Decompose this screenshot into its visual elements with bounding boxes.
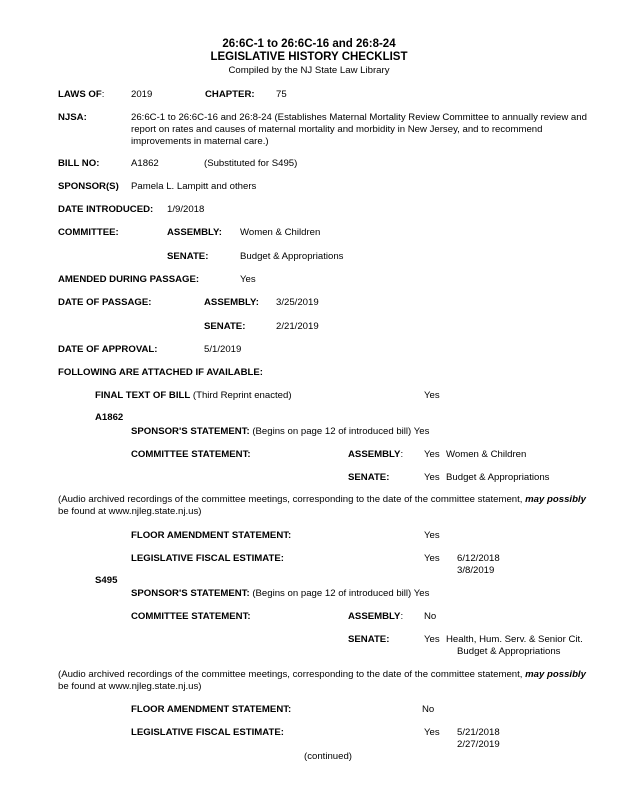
a1862-committee-statement-label: COMMITTEE STATEMENT: xyxy=(131,449,251,460)
a1862-senate-value: Yes xyxy=(424,472,440,483)
committee-assembly-label: ASSEMBLY: xyxy=(167,227,222,238)
continued-note: (continued) xyxy=(304,751,352,762)
s495-fiscal-date-1: 5/21/2018 xyxy=(457,727,500,738)
committee-label: COMMITTEE: xyxy=(58,227,119,238)
s495-fiscal-date-2: 2/27/2019 xyxy=(457,739,500,750)
s495-senate-committee-2: Budget & Appropriations xyxy=(457,646,561,657)
s495-floor-label: FLOOR AMENDMENT STATEMENT: xyxy=(131,704,292,715)
sponsor-label: SPONSOR(S) xyxy=(58,181,119,192)
s495-senate-value: Yes xyxy=(424,634,440,645)
amended-label: AMENDED DURING PASSAGE: xyxy=(58,274,200,285)
laws-of-label: LAWS OF: xyxy=(58,89,105,100)
s495-bill-label: S495 xyxy=(95,575,118,586)
s495-audio-note-line1: (Audio archived recordings of the committee meetings, corresponding to the date of the committee statement, may possibly xyxy=(58,669,586,680)
amended-value: Yes xyxy=(240,274,256,285)
a1862-assembly-value: Yes xyxy=(424,449,440,460)
a1862-assembly-label: ASSEMBLY: xyxy=(348,449,404,460)
compiled-by: Compiled by the NJ State Law Library xyxy=(228,65,390,76)
date-of-approval-label: DATE OF APPROVAL: xyxy=(58,344,158,355)
a1862-sponsor-statement: SPONSOR'S STATEMENT: (Begins on page 12 of introduced bill) Yes xyxy=(131,426,430,437)
s495-sponsor-statement: SPONSOR'S STATEMENT: (Begins on page 12 of introduced bill) Yes xyxy=(131,588,430,599)
a1862-fiscal-value: Yes xyxy=(424,553,440,564)
committee-senate-value: Budget & Appropriations xyxy=(240,251,344,262)
a1862-audio-note-line2: be found at www.njleg.state.nj.us) xyxy=(58,506,202,517)
s495-audio-note-line2: be found at www.njleg.state.nj.us) xyxy=(58,681,202,692)
passage-senate-value: 2/21/2019 xyxy=(276,321,319,332)
njsa-label: NJSA: xyxy=(58,112,87,123)
s495-floor-value: No xyxy=(422,704,435,715)
passage-assembly-value: 3/25/2019 xyxy=(276,297,319,308)
date-of-passage-label: DATE OF PASSAGE: xyxy=(58,297,152,308)
a1862-fiscal-label: LEGISLATIVE FISCAL ESTIMATE: xyxy=(131,553,284,564)
a1862-audio-note-line1: (Audio archived recordings of the committee meetings, corresponding to the date of the committee statement, may possibly xyxy=(58,494,586,505)
date-of-approval-value: 5/1/2019 xyxy=(204,344,242,355)
passage-senate-label: SENATE: xyxy=(204,321,246,332)
a1862-floor-label: FLOOR AMENDMENT STATEMENT: xyxy=(131,530,292,541)
attached-heading: FOLLOWING ARE ATTACHED IF AVAILABLE: xyxy=(58,367,263,378)
njsa-line-2: report on rates and causes of maternal mortality and morbidity in New Jersey, and to recommend xyxy=(131,124,543,135)
s495-fiscal-value: Yes xyxy=(424,727,440,738)
bill-no-note: (Substituted for S495) xyxy=(204,158,298,169)
a1862-floor-value: Yes xyxy=(424,530,440,541)
sponsor-value: Pamela L. Lampitt and others xyxy=(131,181,257,192)
committee-senate-label: SENATE: xyxy=(167,251,209,262)
s495-senate-committee-1: Health, Hum. Serv. & Senior Cit. xyxy=(446,634,583,645)
a1862-fiscal-date-1: 6/12/2018 xyxy=(457,553,500,564)
bill-no-label: BILL NO: xyxy=(58,158,100,169)
njsa-line-1: 26:6C-1 to 26:6C-16 and 26:8-24 (Establishes Maternal Mortality Review Committee to annually review and xyxy=(131,112,587,123)
date-introduced-value: 1/9/2018 xyxy=(167,204,205,215)
s495-assembly-label: ASSEMBLY: xyxy=(348,611,404,622)
bill-no-value: A1862 xyxy=(131,158,159,169)
s495-assembly-value: No xyxy=(424,611,437,622)
a1862-senate-committee: Budget & Appropriations xyxy=(446,472,550,483)
s495-fiscal-label: LEGISLATIVE FISCAL ESTIMATE: xyxy=(131,727,284,738)
s495-senate-label: SENATE: xyxy=(348,634,390,645)
a1862-fiscal-date-2: 3/8/2019 xyxy=(457,565,495,576)
laws-of-value: 2019 xyxy=(131,89,153,100)
committee-assembly-value: Women & Children xyxy=(240,227,321,238)
chapter-value: 75 xyxy=(276,89,287,100)
a1862-assembly-committee: Women & Children xyxy=(446,449,527,460)
final-text-value: Yes xyxy=(424,390,440,401)
s495-committee-statement-label: COMMITTEE STATEMENT: xyxy=(131,611,251,622)
a1862-senate-label: SENATE: xyxy=(348,472,390,483)
final-text-row: FINAL TEXT OF BILL (Third Reprint enacted) xyxy=(95,390,292,401)
passage-assembly-label: ASSEMBLY: xyxy=(204,297,259,308)
page-subtitle: LEGISLATIVE HISTORY CHECKLIST xyxy=(210,51,408,63)
a1862-bill-label: A1862 xyxy=(95,412,124,423)
date-introduced-label: DATE INTRODUCED: xyxy=(58,204,154,215)
njsa-line-3: improvements in maternal care.) xyxy=(131,136,269,147)
page-title: 26:6C-1 to 26:6C-16 and 26:8-24 xyxy=(222,38,396,50)
chapter-label: CHAPTER: xyxy=(205,89,255,100)
